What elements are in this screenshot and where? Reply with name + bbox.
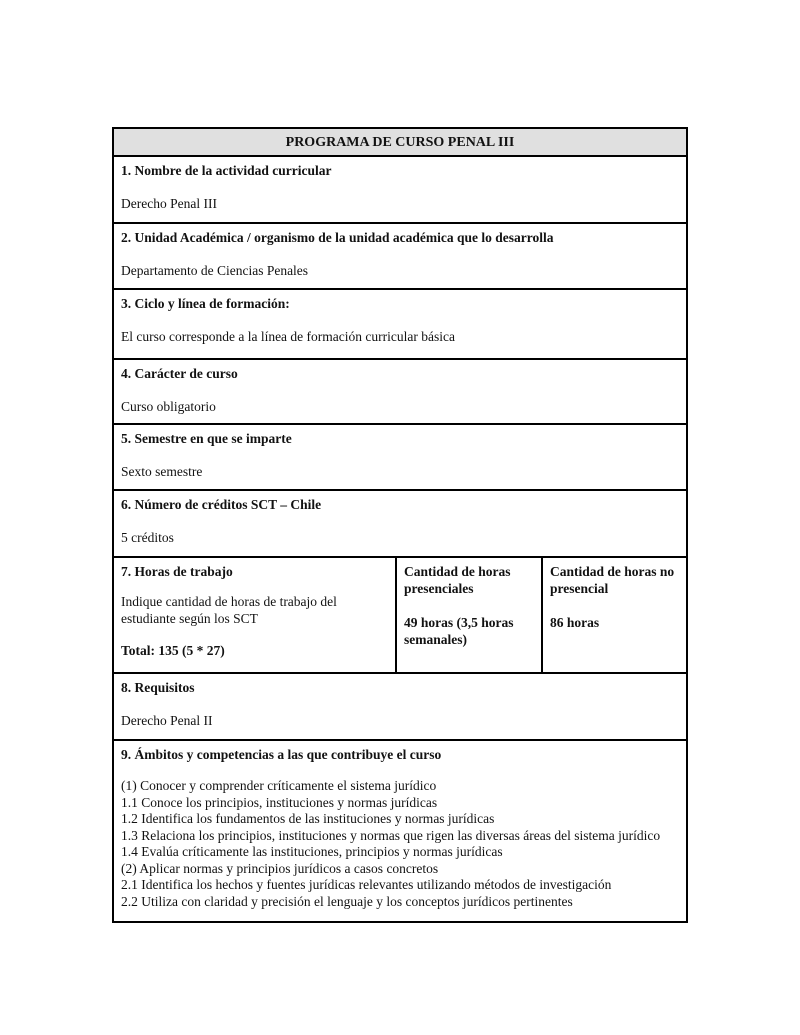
horas-total: Total: 135 (5 * 27) (121, 643, 225, 658)
row-requisitos (114, 672, 686, 739)
competencia-line: (1) Conocer y comprender críticamente el sistema jurídico (121, 778, 437, 793)
row-content: Sexto semestre (121, 464, 203, 479)
row-title: 1. Nombre de la actividad curricular (121, 163, 332, 178)
row-ambitos-competencias (114, 739, 686, 921)
row-unidad-academica (114, 222, 686, 288)
horas-no-presencial-valor: 86 horas (550, 615, 600, 630)
competencia-line: 1.1 Conoce los principios, instituciones y normas jurídicas (121, 794, 438, 810)
row-title: 2. Unidad Académica / organismo de la unidad académica que lo desarrolla (121, 230, 554, 245)
row-title: 8. Requisitos (121, 680, 195, 695)
row-content: Derecho Penal III (121, 196, 217, 211)
row-title: 9. Ámbitos y competencias a las que contribuye el curso (121, 747, 442, 762)
horas-no-presencial-cell (541, 558, 686, 672)
row-content: 5 créditos (121, 530, 174, 545)
horas-presenciales-valor: 49 horas (3,5 horas semanales) (404, 615, 514, 647)
column-header: Cantidad de horas presenciales (404, 564, 511, 596)
row-title: 6. Número de créditos SCT – Chile (121, 497, 322, 512)
horas-presenciales-cell (395, 558, 541, 672)
table-title (114, 129, 686, 155)
row-title: 5. Semestre en que se imparte (121, 431, 292, 446)
competencia-line: 1.2 Identifica los fundamentos de las instituciones y normas jurídicas (121, 811, 495, 826)
competencia-line: 1.3 Relaciona los principios, instituciones y normas que rigen las diversas áreas del sistema jurídico (121, 827, 661, 843)
row-content: Departamento de Ciencias Penales (121, 263, 309, 278)
row-title: 3. Ciclo y línea de formación: (121, 296, 290, 311)
column-header: Cantidad de horas no presencial (550, 564, 675, 596)
competencia-line: (2) Aplicar normas y principios jurídicos a casos concretos (121, 860, 439, 876)
row-content: Curso obligatorio (121, 399, 216, 414)
row-title: 7. Horas de trabajo (121, 564, 233, 579)
row-ciclo-linea (114, 288, 686, 358)
row-horas-trabajo (114, 556, 686, 672)
competencia-line: 2.2 Utiliza con claridad y precisión el lenguaje y los conceptos jurídicos pertinentes (121, 893, 573, 909)
horas-descripcion: Indique cantidad de horas de trabajo del estudiante según los SCT (121, 594, 337, 626)
horas-trabajo-cell (114, 558, 395, 672)
row-title: 4. Carácter de curso (121, 366, 238, 381)
row-content: El curso corresponde a la línea de formación curricular básica (121, 329, 455, 344)
row-nombre-actividad (114, 155, 686, 222)
competencia-line: 1.4 Evalúa críticamente las instituciones, principios y normas jurídicas (121, 844, 503, 859)
competencia-line: 2.1 Identifica los hechos y fuentes jurídicas relevantes utilizando métodos de investigación (121, 877, 612, 892)
row-semestre (114, 423, 686, 489)
row-creditos (114, 489, 686, 556)
row-content: Derecho Penal II (121, 713, 213, 728)
table-title-text: PROGRAMA DE CURSO PENAL III (285, 134, 515, 150)
course-program-table (112, 127, 688, 923)
competencias-list (121, 778, 678, 910)
row-caracter-curso (114, 358, 686, 423)
